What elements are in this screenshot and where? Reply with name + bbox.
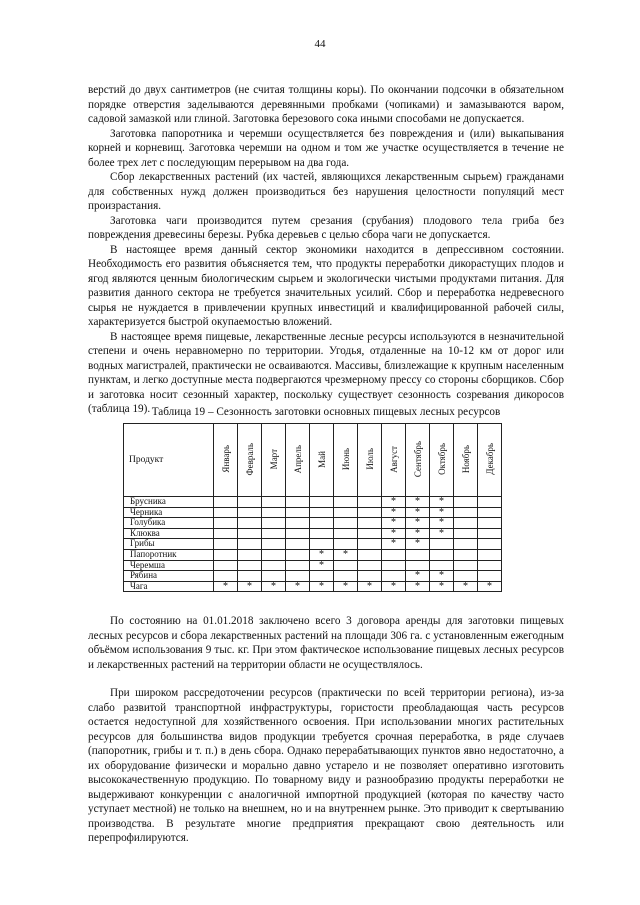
month-header: Ноябрь bbox=[454, 424, 478, 497]
month-header: Сентябрь bbox=[406, 424, 430, 497]
season-mark-cell bbox=[238, 539, 262, 550]
season-mark-cell: * bbox=[454, 581, 478, 592]
season-mark-cell bbox=[262, 507, 286, 518]
season-mark-cell: * bbox=[406, 539, 430, 550]
season-mark-cell bbox=[430, 560, 454, 571]
season-mark-cell bbox=[454, 549, 478, 560]
season-mark-cell bbox=[382, 571, 406, 582]
season-mark-cell: * bbox=[430, 528, 454, 539]
season-mark-cell bbox=[238, 560, 262, 571]
season-mark-cell: * bbox=[430, 571, 454, 582]
month-header: Май bbox=[310, 424, 334, 497]
month-header: Июль bbox=[358, 424, 382, 497]
season-mark-cell bbox=[454, 539, 478, 550]
month-header: Февраль bbox=[238, 424, 262, 497]
season-mark-cell bbox=[478, 549, 502, 560]
month-header: Апрель bbox=[286, 424, 310, 497]
month-header: Январь bbox=[214, 424, 238, 497]
season-mark-cell bbox=[358, 497, 382, 508]
season-mark-cell: * bbox=[406, 518, 430, 529]
product-cell: Чага bbox=[124, 581, 214, 592]
season-mark-cell: * bbox=[310, 549, 334, 560]
season-mark-cell bbox=[214, 507, 238, 518]
season-mark-cell bbox=[262, 497, 286, 508]
month-header: Октябрь bbox=[430, 424, 454, 497]
season-mark-cell: * bbox=[430, 507, 454, 518]
product-cell: Голубика bbox=[124, 518, 214, 529]
season-mark-cell bbox=[358, 539, 382, 550]
season-mark-cell: * bbox=[382, 497, 406, 508]
season-mark-cell bbox=[454, 497, 478, 508]
month-header: Март bbox=[262, 424, 286, 497]
table-body bbox=[124, 497, 502, 592]
season-mark-cell bbox=[286, 571, 310, 582]
season-mark-cell: * bbox=[334, 549, 358, 560]
product-column-header: Продукт bbox=[124, 424, 214, 497]
product-cell: Клюква bbox=[124, 528, 214, 539]
season-mark-cell bbox=[454, 571, 478, 582]
season-mark-cell bbox=[334, 507, 358, 518]
table-row bbox=[124, 497, 502, 508]
season-mark-cell: * bbox=[286, 581, 310, 592]
season-mark-cell bbox=[478, 518, 502, 529]
season-mark-cell bbox=[334, 497, 358, 508]
season-mark-cell bbox=[334, 560, 358, 571]
text-block-top bbox=[88, 83, 564, 417]
season-mark-cell: * bbox=[406, 571, 430, 582]
season-mark-cell bbox=[406, 549, 430, 560]
season-mark-cell bbox=[478, 497, 502, 508]
season-mark-cell: * bbox=[382, 539, 406, 550]
season-mark-cell bbox=[310, 571, 334, 582]
season-mark-cell bbox=[334, 518, 358, 529]
month-header: Декабрь bbox=[478, 424, 502, 497]
season-mark-cell bbox=[214, 571, 238, 582]
season-mark-cell bbox=[214, 539, 238, 550]
season-mark-cell bbox=[430, 539, 454, 550]
season-mark-cell bbox=[454, 528, 478, 539]
text-block-bottom bbox=[88, 614, 564, 846]
table-row bbox=[124, 539, 502, 550]
season-mark-cell bbox=[262, 571, 286, 582]
season-mark-cell bbox=[286, 539, 310, 550]
paragraph: Заготовка чаги производится путем срезания (срубания) плодового тела гриба без повреждения древесины березы. Рубка деревьев с целью сбора чаги не допускается. bbox=[88, 214, 564, 241]
season-mark-cell bbox=[334, 528, 358, 539]
season-mark-cell bbox=[454, 560, 478, 571]
season-mark-cell bbox=[406, 560, 430, 571]
season-mark-cell bbox=[286, 560, 310, 571]
paragraph-gap bbox=[88, 672, 564, 686]
season-mark-cell bbox=[262, 518, 286, 529]
season-mark-cell bbox=[262, 528, 286, 539]
season-mark-cell: * bbox=[358, 581, 382, 592]
season-mark-cell bbox=[238, 497, 262, 508]
season-mark-cell bbox=[358, 528, 382, 539]
season-mark-cell: * bbox=[406, 528, 430, 539]
season-mark-cell bbox=[286, 528, 310, 539]
season-mark-cell bbox=[238, 571, 262, 582]
seasonality-table bbox=[123, 423, 502, 592]
season-mark-cell: * bbox=[334, 581, 358, 592]
season-mark-cell bbox=[478, 539, 502, 550]
season-mark-cell bbox=[286, 549, 310, 560]
season-mark-cell bbox=[214, 497, 238, 508]
season-mark-cell bbox=[238, 507, 262, 518]
season-mark-cell bbox=[334, 539, 358, 550]
season-mark-cell bbox=[358, 518, 382, 529]
product-cell: Черника bbox=[124, 507, 214, 518]
product-cell: Брусника bbox=[124, 497, 214, 508]
season-mark-cell bbox=[478, 560, 502, 571]
season-mark-cell: * bbox=[382, 507, 406, 518]
paragraph: При широком рассредоточении ресурсов (практически по всей территории региона), из-за слабо развитой транспортной инфраструктуры, гористости преобладающая часть ресурсов остается недоступной для хозяйственного освоения. При использовании многих растительных ресурсов для большинства видов продукции требуется срочная переработка, в ряде случаев (папоротник, грибы и т. п.) в день сбора. Однако перерабатывающих пунктов явно недостаточно, а их оборудование физически и морально давно устарело и не позволяет оперативно изготовить высококачественную продукцию. По товарному виду и разнообразию продукты переработки не выдерживают конкуренции с аналогичной импортной продукцией (которая по качеству часто уступает местной) не только на внешнем, но и на внутреннем рынке. Это приводит к свертыванию производства. В результате многие предприятия прекращают свою деятельность или перепрофилируются. bbox=[88, 687, 564, 844]
season-mark-cell bbox=[334, 571, 358, 582]
season-mark-cell bbox=[214, 528, 238, 539]
season-mark-cell bbox=[454, 518, 478, 529]
paragraph: Сбор лекарственных растений (их частей, являющихся лекарственным сырьем) гражданами для собственных нужд должен производиться без нарушения целостности популяций мест произрастания. bbox=[88, 171, 564, 212]
paragraph: В настоящее время пищевые, лекарственные лесные ресурсы используются в незначительной степени и очень неравномерно по территории. Угодья, отдаленные на 10-12 км от дорог или водных магистралей, практически не осваиваются. Массивы, близлежащие к крупным населенным пунктам, и легко доступные места подвергаются чрезмерному прессу со стороны сборщиков. Сбор и заготовка носит сезонный характер, поскольку существует сезонность созревания дикоросов (таблица 19). bbox=[88, 330, 564, 415]
season-mark-cell bbox=[262, 539, 286, 550]
month-header: Июнь bbox=[334, 424, 358, 497]
season-mark-cell bbox=[382, 560, 406, 571]
product-cell: Рябина bbox=[124, 571, 214, 582]
season-mark-cell bbox=[310, 518, 334, 529]
page-number: 44 bbox=[314, 38, 326, 50]
season-mark-cell: * bbox=[382, 581, 406, 592]
season-mark-cell bbox=[358, 571, 382, 582]
season-mark-cell: * bbox=[310, 581, 334, 592]
table-row bbox=[124, 549, 502, 560]
season-mark-cell bbox=[214, 549, 238, 560]
season-mark-cell bbox=[430, 549, 454, 560]
season-mark-cell bbox=[478, 507, 502, 518]
paragraph: В настоящее время данный сектор экономики находится в депрессивном состоянии. Необходимость его развития объясняется тем, что продукты переработки дикорастущих плодов и ягод являются ценным биологическим сырьем и экологически чистыми продуктами питания. Для развития данного сектора не требуется значительных усилий. Сбор и переработка недревесного сырья не нуждается в привлечении крупных инвестиций и квалифицированной рабочей силы, характеризуется быстрой окупаемостью вложений. bbox=[88, 243, 564, 328]
table-row bbox=[124, 581, 502, 592]
season-mark-cell bbox=[310, 528, 334, 539]
table-header-row bbox=[124, 424, 502, 497]
table-row bbox=[124, 507, 502, 518]
season-mark-cell bbox=[358, 549, 382, 560]
season-mark-cell: * bbox=[382, 528, 406, 539]
season-mark-cell: * bbox=[478, 581, 502, 592]
season-mark-cell: * bbox=[406, 581, 430, 592]
season-mark-cell bbox=[238, 528, 262, 539]
season-mark-cell bbox=[478, 571, 502, 582]
season-mark-cell bbox=[478, 528, 502, 539]
season-mark-cell: * bbox=[214, 581, 238, 592]
table-caption: Таблица 19 – Сезонность заготовки основных пищевых лесных ресурсов bbox=[151, 406, 501, 418]
season-mark-cell bbox=[310, 497, 334, 508]
season-mark-cell: * bbox=[238, 581, 262, 592]
season-mark-cell bbox=[238, 518, 262, 529]
season-mark-cell bbox=[214, 518, 238, 529]
product-cell: Грибы bbox=[124, 539, 214, 550]
product-cell: Папоротник bbox=[124, 549, 214, 560]
season-mark-cell: * bbox=[310, 560, 334, 571]
season-mark-cell bbox=[262, 560, 286, 571]
season-mark-cell bbox=[286, 507, 310, 518]
season-mark-cell bbox=[358, 507, 382, 518]
season-mark-cell bbox=[358, 560, 382, 571]
season-mark-cell bbox=[382, 549, 406, 560]
season-mark-cell: * bbox=[382, 518, 406, 529]
season-mark-cell bbox=[286, 518, 310, 529]
season-mark-cell: * bbox=[406, 507, 430, 518]
table-row bbox=[124, 571, 502, 582]
season-mark-cell: * bbox=[430, 581, 454, 592]
table-row bbox=[124, 560, 502, 571]
table-row bbox=[124, 518, 502, 529]
season-mark-cell bbox=[454, 507, 478, 518]
season-mark-cell bbox=[286, 497, 310, 508]
season-mark-cell: * bbox=[262, 581, 286, 592]
season-mark-cell: * bbox=[430, 497, 454, 508]
season-mark-cell bbox=[262, 549, 286, 560]
season-mark-cell: * bbox=[430, 518, 454, 529]
paragraph: верстий до двух сантиметров (не считая толщины коры). По окончании подсочки в обязательном порядке отверстия заделываются деревянными пробками (чопиками) и замазываются варом, садовой замазкой или глиной. Заготовка березового сока иными способами не допускается. bbox=[88, 84, 564, 125]
season-mark-cell bbox=[214, 560, 238, 571]
paragraph: Заготовка папоротника и черемши осуществляется без повреждения и (или) выкапывания корней и корневищ. Заготовка черемши на одном и том же участке осуществляется в течение не более трех лет с последующим перерывом на два года. bbox=[88, 127, 564, 169]
season-mark-cell: * bbox=[406, 497, 430, 508]
season-mark-cell bbox=[238, 549, 262, 560]
paragraph: По состоянию на 01.01.2018 заключено всего 3 договора аренды для заготовки пищевых лесных ресурсов и сбора лекарственных растений на площади 306 га. с установленным ежегодным объёмом использования 9 тыс. кг. При этом фактическое использование пищевых лесных ресурсов и лекарственных растений на территории области не осуществлялось. bbox=[88, 615, 564, 671]
season-mark-cell bbox=[310, 507, 334, 518]
table-row bbox=[124, 528, 502, 539]
product-cell: Черемша bbox=[124, 560, 214, 571]
season-mark-cell bbox=[310, 539, 334, 550]
month-header: Август bbox=[382, 424, 406, 497]
